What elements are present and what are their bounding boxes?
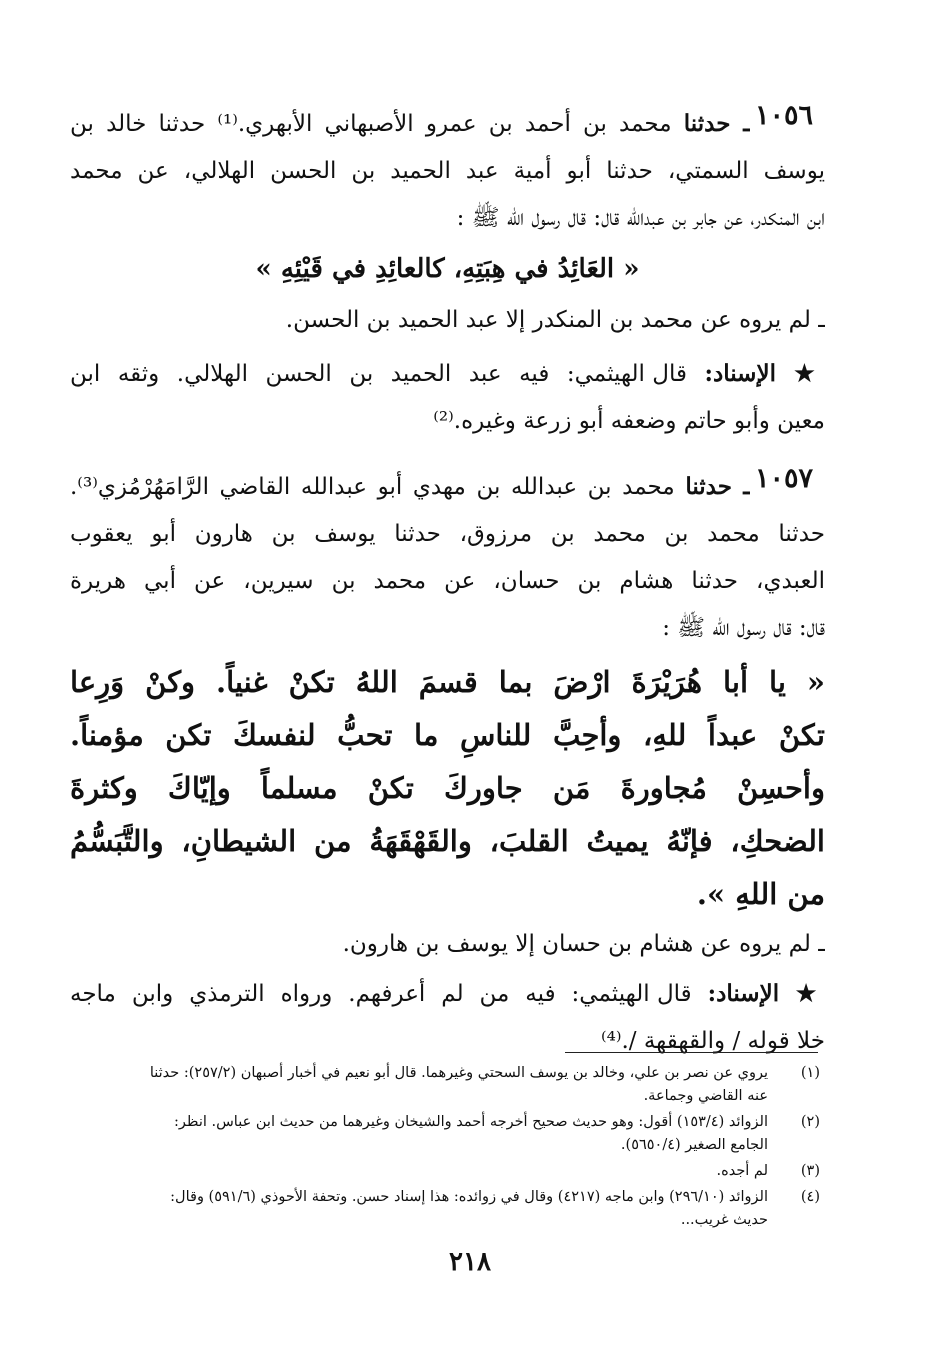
page-number: ٢١٨ — [449, 1247, 491, 1277]
isnad-label: ★ الإسناد: — [704, 360, 825, 387]
entry-intro-line: ابن المنكدر، عن جابر بن عبدالله قال: قال رسول الله ﷺ : — [456, 205, 825, 231]
entry-intro-line: حدثنا محمد بن محمد بن مرزوق، حدثنا يوسف بن هارون أبو يعقوب — [70, 521, 825, 547]
footnote-number: (٢) — [800, 1114, 820, 1130]
entry-number: ١٠٥٧ — [755, 463, 814, 494]
footnote — [70, 1160, 820, 1183]
footnote-line: يروي عن نصر بن علي، وخالد بن يوسف السحتي وغيرهما. قال أبو نعيم في أخبار أصبهان (٢٥٧/٢): حدثنا — [149, 1065, 768, 1081]
isnad-line: معين وأبو حاتم وضعفه أبو زرعة وغيره.⁽²⁾ — [433, 408, 825, 434]
footnote — [70, 1186, 820, 1232]
hadith-text — [70, 656, 825, 921]
footnote-divider — [565, 1052, 818, 1053]
entry-intro-text: محمد بن أحمد بن عمرو الأصبهاني الأبهري.⁽¹⁾ حدثنا خالد بن — [70, 111, 672, 137]
isnad-line — [70, 970, 825, 1018]
hadith-line: « يا أبا هُرَيْرَةَ ارْضَ بما قسمَ اللهُ تكنْ غنياً. وكنْ وَرِعا — [70, 665, 825, 699]
hadith-entry-1056 — [70, 100, 825, 445]
entry-intro-line: العبدي، حدثنا هشام بن حسان، عن محمد بن سيرين، عن أبي هريرة — [70, 568, 825, 594]
entry-lead: ـ حدثنا — [685, 473, 750, 500]
hadith-line: تكنْ عبداً للهِ، وأحِبَّ للناسِ ما تحبُّ لنفسكَ تكن مؤمناً. — [70, 718, 825, 752]
hadith-line: الضحكِ، فإنّهُ يميتُ القلبَ، والقَهْقَهَةُ من الشيطانِ، والتَّبَسُّمُ — [70, 824, 825, 858]
footnote-line: الزوائد (٢٩٦/١٠) وابن ماجه (٤٢١٧) وقال في زوائده: هذا إسناد حسن. وتحفة الأحوذي (٥٩١/٦) وقال: — [170, 1189, 768, 1205]
entry-intro-line: يوسف السمتي، حدثنا أبو أمية عبد الحميد بن الحسن الهلالي، عن محمد — [70, 158, 825, 184]
entry-intro-line — [70, 100, 750, 148]
entry-note: ـ لم يروه عن محمد بن المنكدر إلا عبد الحميد بن الحسن. — [285, 307, 825, 333]
footnote-line: لم أجده. — [716, 1163, 768, 1179]
hadith-line: من اللهِ ». — [696, 877, 825, 911]
footnote — [70, 1111, 820, 1157]
hadith-line: وأحسِنْ مُجاورةَ مَن جاوركَ تكنْ مسلماً وإيّاكَ وكثرةَ — [70, 771, 825, 805]
footnote-number: (٣) — [800, 1163, 820, 1179]
hadith-text: « العَائِدُ في هِبَتِهِ، كالعائِدِ في قَيْئِهِ » — [255, 254, 640, 284]
entry-intro-line — [70, 463, 750, 511]
footnote-line: الجامع الصغير (٥٦٥٠/٤). — [620, 1137, 768, 1153]
hadith-entry-1057 — [70, 463, 825, 1065]
footnote-line: حديث غريب... — [680, 1212, 768, 1228]
isnad-text: قال الهيثمي: فيه عبد الحميد بن الحسن الهلالي. وثقه ابن — [70, 361, 687, 387]
isnad-line: خلا قوله / والقهقهة /.⁽⁴⁾ — [600, 1028, 825, 1054]
footnote-line: عنه القاضي وجماعة. — [643, 1088, 768, 1104]
entry-lead: ـ حدثنا — [683, 110, 750, 137]
footnotes — [70, 1062, 820, 1232]
entry-intro-line: قال: قال رسول الله ﷺ : — [662, 615, 825, 641]
entry-number: ١٠٥٦ — [755, 100, 814, 131]
entry-intro-text: محمد بن عبدالله بن مهدي أبو عبدالله القاضي الرَّامَهُرْمُزي⁽³⁾. — [70, 474, 675, 500]
entry-note: ـ لم يروه عن هشام بن حسان إلا يوسف بن هارون. — [342, 931, 825, 957]
footnote-number: (١) — [800, 1065, 820, 1081]
isnad-line — [70, 350, 825, 398]
footnote — [70, 1062, 820, 1108]
footnote-number: (٤) — [800, 1189, 820, 1205]
isnad-label: ★ الإسناد: — [707, 980, 825, 1007]
isnad-text: قال الهيثمي: فيه من لم أعرفهم. ورواه الترمذي وابن ماجه — [70, 981, 692, 1007]
footnote-line: الزوائد (١٥٣/٤) أقول: وهو حديث صحيح أخرجه أحمد والشيخان وغيرهما من حديث ابن عباس. انظر: — [174, 1114, 768, 1130]
